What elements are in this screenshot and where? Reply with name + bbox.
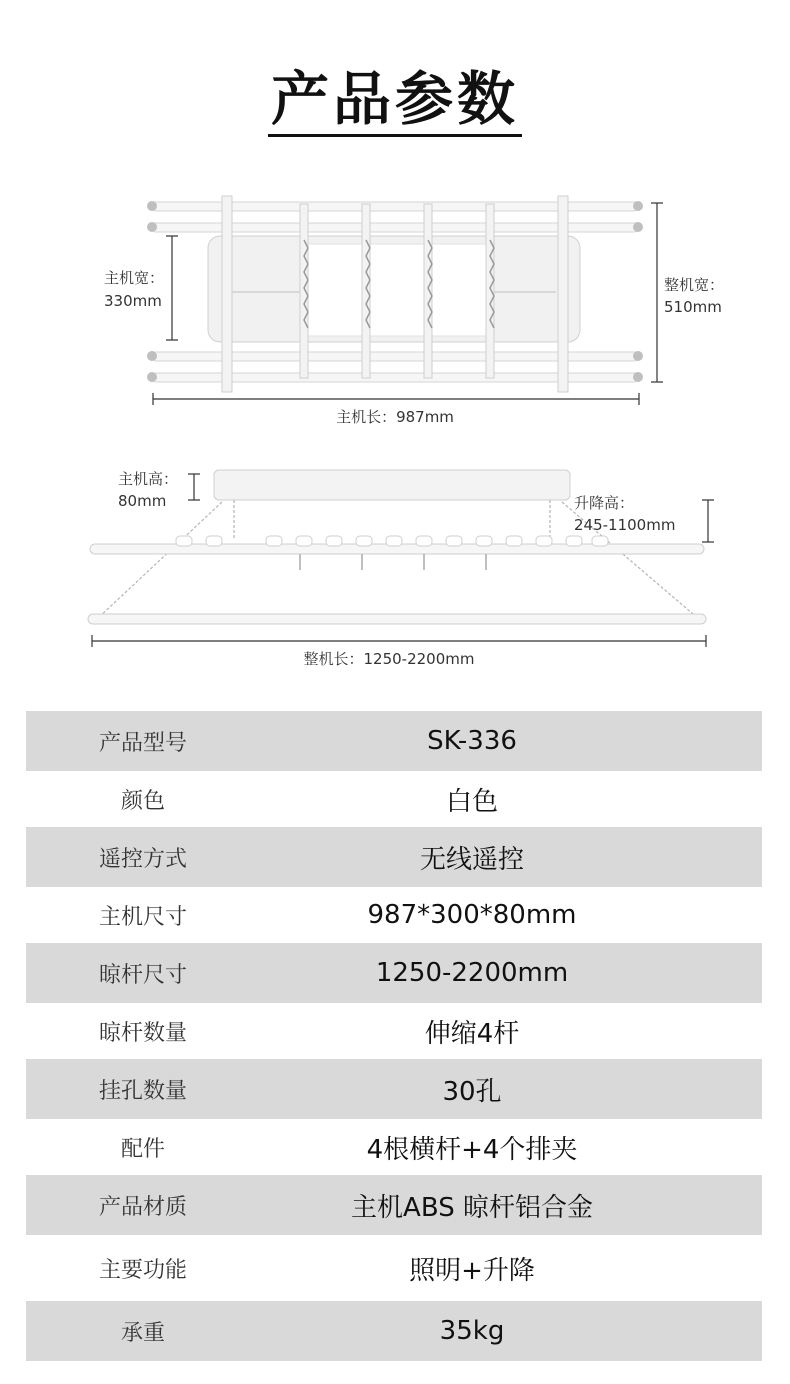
spec-value: 照明+升降 (409, 1255, 535, 1286)
spec-row-accessories (26, 1119, 762, 1175)
spec-value: 白色 (445, 786, 498, 817)
spec-label: 晾杆尺寸 (98, 962, 187, 988)
total-width-value: 510mm (664, 298, 722, 316)
lift-height-dimension (702, 500, 714, 542)
spec-table (26, 711, 762, 1361)
total-width-dimension (651, 203, 663, 382)
spec-row-rod-count (26, 1003, 762, 1059)
page-title: 产品参数 (270, 65, 519, 133)
total-width-label: 整机宽： (664, 276, 725, 294)
host-width-label: 主机宽： (104, 269, 165, 287)
lift-height-value: 245-1100mm (574, 516, 676, 534)
spec-label: 产品型号 (98, 730, 187, 756)
top-view-drawing (147, 196, 643, 392)
spec-row-material (26, 1175, 762, 1235)
spec-label: 挂孔数量 (98, 1078, 187, 1104)
spec-label: 主要功能 (98, 1257, 187, 1283)
spec-label: 产品材质 (98, 1194, 187, 1220)
spec-value: SK-336 (427, 726, 517, 756)
spec-value: 4根横杆+4个排夹 (366, 1134, 578, 1165)
spec-row-holes (26, 1059, 762, 1119)
spec-label: 遥控方式 (98, 846, 187, 872)
host-width-value: 330mm (104, 292, 162, 310)
spec-row-host-size (26, 887, 762, 943)
total-length-label: 整机长：1250-2200mm (303, 650, 475, 668)
spec-row-rod-size (26, 943, 762, 1003)
spec-value: 无线遥控 (419, 844, 524, 875)
total-length-dimension (92, 635, 706, 647)
spec-row-model (26, 711, 762, 771)
spec-label: 主机尺寸 (98, 904, 187, 930)
spec-row-remote (26, 827, 762, 887)
spec-value: 987*300*80mm (367, 900, 577, 930)
spec-value: 伸缩4杆 (424, 1018, 520, 1049)
host-height-value: 80mm (118, 492, 167, 510)
spec-value: 30孔 (442, 1076, 502, 1107)
spec-label: 配件 (120, 1136, 165, 1162)
spec-value: 1250-2200mm (375, 958, 569, 988)
spec-value: 35kg (439, 1316, 505, 1346)
spec-label: 承重 (120, 1320, 165, 1346)
lift-height-label: 升降高： (574, 494, 635, 512)
host-height-dimension (188, 474, 200, 500)
spec-value: 主机ABS 晾杆铝合金 (351, 1192, 593, 1223)
spec-row-function (26, 1235, 762, 1301)
host-height-label: 主机高： (118, 470, 179, 488)
spec-row-load (26, 1301, 762, 1361)
host-width-dimension (166, 236, 178, 340)
spec-label: 晾杆数量 (98, 1020, 187, 1046)
host-length-dimension (153, 393, 639, 405)
host-length-label: 主机长：987mm (336, 408, 454, 426)
spec-row-color (26, 771, 762, 827)
spec-label: 颜色 (120, 788, 165, 814)
